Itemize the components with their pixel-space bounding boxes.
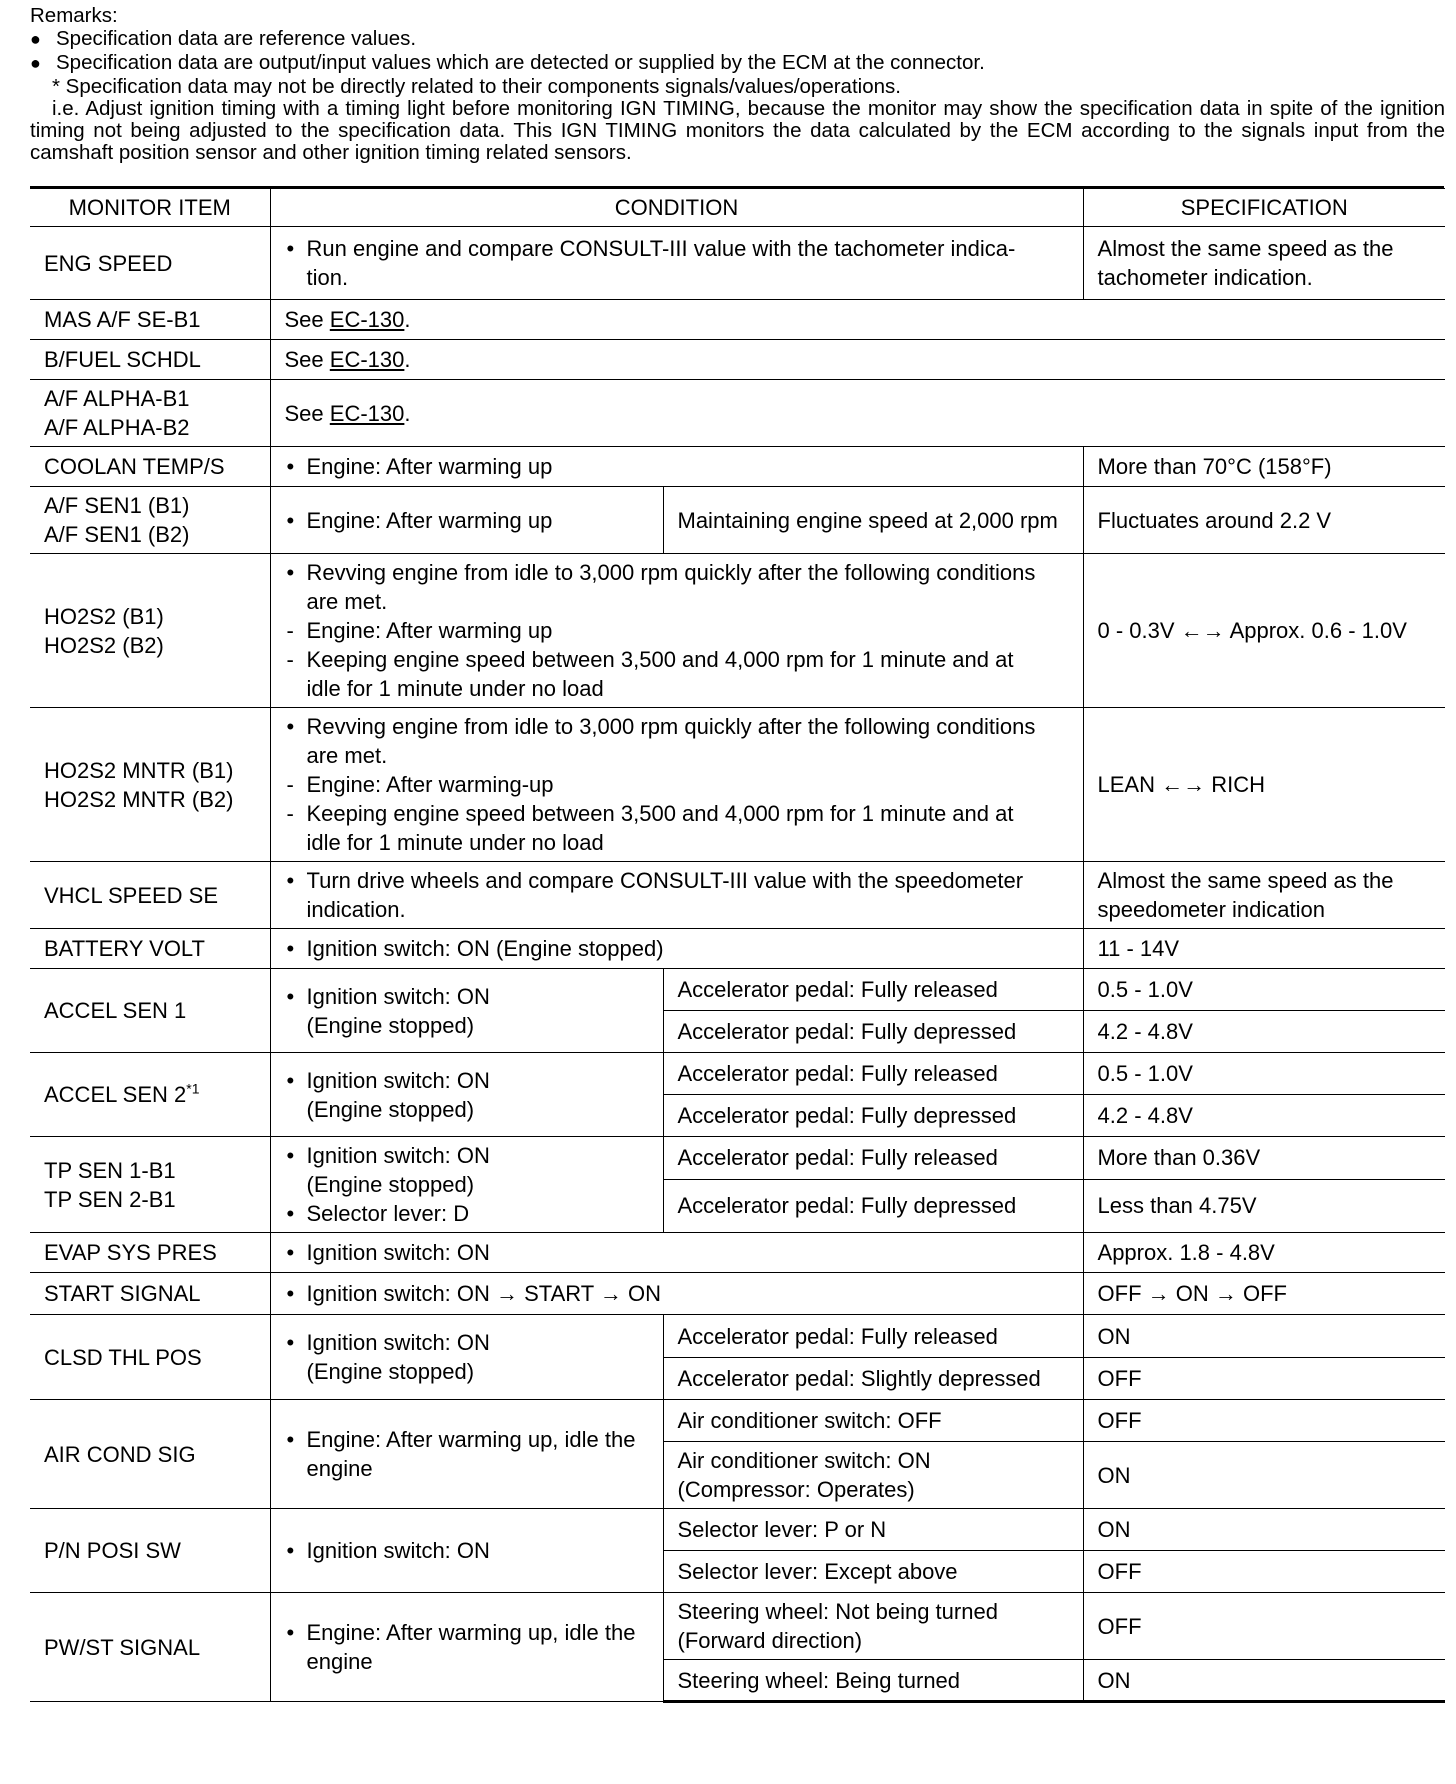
condition: • Ignition switch: ON	[270, 1233, 1083, 1273]
condition: • Turn drive wheels and compare CONSULT-III value with the speedometer indication.	[270, 862, 1083, 929]
monitor-item: VHCL SPEED SE	[30, 862, 270, 929]
table-row	[30, 708, 1445, 862]
condition: • Revving engine from idle to 3,000 rpm quickly after the following conditions are met. - Engine: After warming up - Keeping engine speed between 3,500 and 4,000 rpm for 1 minute and at idle for 1 minute under no load	[270, 554, 1083, 708]
specification: ON	[1083, 1660, 1445, 1702]
condition: See EC-130.	[270, 340, 1445, 380]
monitor-item: PW/ST SIGNAL	[30, 1593, 270, 1702]
table-row	[30, 447, 1445, 487]
remarks-section	[30, 4, 1445, 164]
specification: ON	[1083, 1442, 1445, 1509]
table-row	[30, 969, 1445, 1011]
table-row	[30, 554, 1445, 708]
table-row	[30, 1233, 1445, 1273]
table-row	[30, 1315, 1445, 1358]
sub-condition: Selector lever: Except above	[663, 1551, 1083, 1593]
condition: • Engine: After warming up, idle the engine	[270, 1400, 663, 1509]
specification: 4.2 - 4.8V	[1083, 1095, 1445, 1137]
table-row	[30, 340, 1445, 380]
condition: See EC-130.	[270, 300, 1445, 340]
monitor-item: CLSD THL POS	[30, 1315, 270, 1400]
header-condition: CONDITION	[270, 189, 1083, 227]
specification: Less than 4.75V	[1083, 1179, 1445, 1232]
table-row	[30, 1400, 1445, 1442]
header-specification: SPECIFICATION	[1083, 189, 1445, 227]
condition: See EC-130.	[270, 380, 1445, 447]
sub-condition: Accelerator pedal: Fully released	[663, 1053, 1083, 1095]
table-row	[30, 300, 1445, 340]
specification: 4.2 - 4.8V	[1083, 1011, 1445, 1053]
condition: • Ignition switch: ON → START → ON	[270, 1273, 1083, 1315]
monitor-item: AIR COND SIG	[30, 1400, 270, 1509]
sub-condition: Air conditioner switch: OFF	[663, 1400, 1083, 1442]
spec-table	[30, 188, 1445, 1703]
specification: 0.5 - 1.0V	[1083, 1053, 1445, 1095]
condition: • Ignition switch: ON (Engine stopped)	[270, 969, 663, 1053]
remarks-note: * Specification data may not be directly related to their components signals/values/operations.	[52, 75, 901, 98]
remarks-ie-paragraph: i.e. Adjust ignition timing with a timing light before monitoring IGN TIMING, because the monitor may show the specification data in spite of the ignition timing not being adjusted to the specification data. This IGN TIMING monitors the data calculated by the ECM according to the signals input from the camshaft position sensor and other ignition timing related sensors.	[30, 97, 1445, 164]
table-row	[30, 929, 1445, 969]
monitor-item: START SIGNAL	[30, 1273, 270, 1315]
condition: • Run engine and compare CONSULT-III value with the tachometer indica- tion.	[270, 227, 1083, 300]
monitor-item: P/N POSI SW	[30, 1509, 270, 1593]
sub-condition: Steering wheel: Not being turned (Forward direction)	[663, 1593, 1083, 1660]
sub-condition: Accelerator pedal: Fully depressed	[663, 1179, 1083, 1232]
specification: Almost the same speed as the speedometer indication	[1083, 862, 1445, 929]
sub-condition: Steering wheel: Being turned	[663, 1660, 1083, 1702]
condition: • Ignition switch: ON	[270, 1509, 663, 1593]
monitor-item: B/FUEL SCHDL	[30, 340, 270, 380]
remarks-bullet: ● Specification data are reference values.	[30, 27, 417, 50]
sub-condition: Accelerator pedal: Fully depressed	[663, 1095, 1083, 1137]
table-row	[30, 1509, 1445, 1551]
specification: More than 0.36V	[1083, 1137, 1445, 1180]
condition: • Ignition switch: ON (Engine stopped)	[270, 1315, 663, 1400]
specification: 11 - 14V	[1083, 929, 1445, 969]
specification: 0.5 - 1.0V	[1083, 969, 1445, 1011]
table-row	[30, 1273, 1445, 1315]
ec-130-link[interactable]: EC-130	[329, 307, 405, 332]
specification: 0 - 0.3V ←→ Approx. 0.6 - 1.0V	[1083, 554, 1445, 708]
specification: Approx. 1.8 - 4.8V	[1083, 1233, 1445, 1273]
monitor-item: EVAP SYS PRES	[30, 1233, 270, 1273]
monitor-item: MAS A/F SE-B1	[30, 300, 270, 340]
sub-condition: Air conditioner switch: ON (Compressor: Operates)	[663, 1442, 1083, 1509]
monitor-item: HO2S2 (B1) HO2S2 (B2)	[30, 554, 270, 708]
condition: • Engine: After warming up	[270, 447, 1083, 487]
monitor-item: TP SEN 1-B1 TP SEN 2-B1	[30, 1137, 270, 1233]
monitor-item: A/F SEN1 (B1) A/F SEN1 (B2)	[30, 487, 270, 554]
sub-condition: Accelerator pedal: Fully released	[663, 1315, 1083, 1358]
monitor-item: ACCEL SEN 2$^{*1}$	[30, 1053, 270, 1137]
sub-condition: Maintaining engine speed at 2,000 rpm	[663, 487, 1083, 554]
header-monitor-item: MONITOR ITEM	[30, 189, 270, 227]
condition: • Ignition switch: ON (Engine stopped)	[270, 929, 1083, 969]
sub-condition: Selector lever: P or N	[663, 1509, 1083, 1551]
sub-condition: Accelerator pedal: Slightly depressed	[663, 1358, 1083, 1400]
monitor-item: HO2S2 MNTR (B1) HO2S2 MNTR (B2)	[30, 708, 270, 862]
bullet-dot-icon: ●	[30, 29, 41, 49]
specification: ON	[1083, 1509, 1445, 1551]
table-row	[30, 1137, 1445, 1180]
table-header-row	[30, 189, 1445, 227]
ec-130-link[interactable]: EC-130	[329, 347, 405, 372]
condition: • Engine: After warming up	[270, 487, 663, 554]
specification: More than 70°C (158°F)	[1083, 447, 1445, 487]
remarks-heading: Remarks:	[30, 4, 118, 27]
sub-condition: Accelerator pedal: Fully depressed	[663, 1011, 1083, 1053]
sub-condition: Accelerator pedal: Fully released	[663, 1137, 1083, 1180]
ec-130-link[interactable]: EC-130	[329, 400, 405, 426]
table-row	[30, 380, 1445, 447]
specification: OFF	[1083, 1551, 1445, 1593]
specification: LEAN ←→ RICH	[1083, 708, 1445, 862]
monitor-item: BATTERY VOLT	[30, 929, 270, 969]
specification: Almost the same speed as the tachometer indication.	[1083, 227, 1445, 300]
table-row	[30, 862, 1445, 929]
sub-condition: Accelerator pedal: Fully released	[663, 969, 1083, 1011]
condition: • Ignition switch: ON (Engine stopped)	[270, 1053, 663, 1137]
specification: OFF	[1083, 1400, 1445, 1442]
table-row	[30, 227, 1445, 300]
bullet-dot-icon: ●	[30, 53, 41, 73]
monitor-item: ACCEL SEN 1	[30, 969, 270, 1053]
table-row	[30, 1053, 1445, 1095]
specification: OFF	[1083, 1593, 1445, 1660]
specification: OFF	[1083, 1358, 1445, 1400]
condition: • Ignition switch: ON (Engine stopped) • Selector lever: D	[270, 1137, 663, 1233]
monitor-item: COOLAN TEMP/S	[30, 447, 270, 487]
table-row	[30, 1593, 1445, 1660]
monitor-item: A/F ALPHA-B1 A/F ALPHA-B2	[30, 380, 270, 447]
specification: OFF → ON → OFF	[1083, 1273, 1445, 1315]
remarks-bullet: ● Specification data are output/input values which are detected or supplied by the ECM at the connector.	[30, 51, 985, 74]
monitor-item: ENG SPEED	[30, 227, 270, 300]
table-row	[30, 487, 1445, 554]
specification: ON	[1083, 1315, 1445, 1358]
condition: • Engine: After warming up, idle the engine	[270, 1593, 663, 1702]
specification: Fluctuates around 2.2 V	[1083, 487, 1445, 554]
condition: • Revving engine from idle to 3,000 rpm quickly after the following conditions are met. - Engine: After warming-up - Keeping engine speed between 3,500 and 4,000 rpm for 1 minute and at idle for 1 minute under no load	[270, 708, 1083, 862]
